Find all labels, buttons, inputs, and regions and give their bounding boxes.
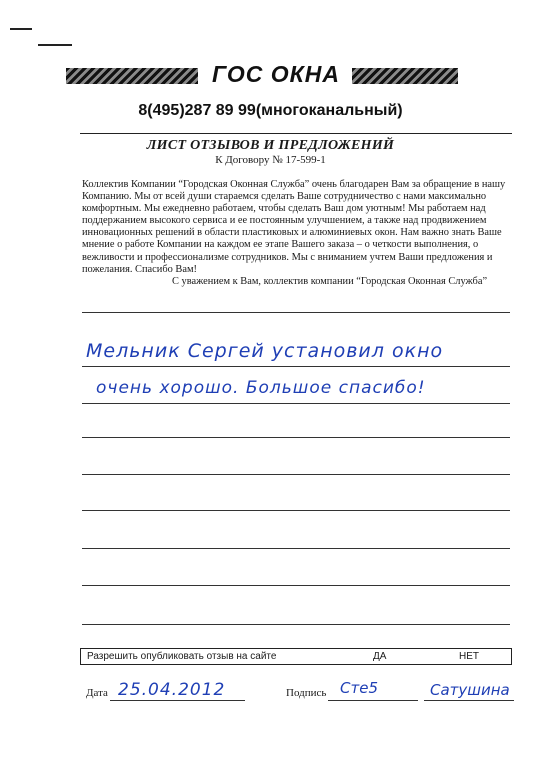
writing-line [82, 437, 510, 438]
writing-line [82, 403, 510, 404]
company-logo [66, 61, 458, 88]
scan-mark [10, 28, 32, 30]
company-phone: 8(495)287 89 99(многоканальный) [138, 102, 403, 119]
writing-line [82, 585, 510, 586]
writing-line [82, 624, 510, 625]
writing-line [82, 510, 510, 511]
publish-permission-box [80, 648, 512, 665]
document-title: ЛИСТ ОТЗЫВОВ И ПРЕДЛОЖЕНИЙ [146, 138, 395, 153]
logo-text: ГОС ОКНА [212, 61, 340, 87]
date-label: Дата [86, 687, 108, 699]
logo-hatch-left [66, 68, 198, 84]
signoff: С уважением к Вам, коллектив компании “Городская Оконная Служба” [172, 275, 488, 287]
date-line [110, 700, 245, 701]
handwritten-signature-name: Сатушина [430, 681, 510, 699]
publish-yes-option[interactable]: ДА [373, 651, 387, 662]
writing-line [82, 548, 510, 549]
header-divider [80, 133, 512, 134]
document-subtitle: К Договору № 17-599-1 [215, 154, 326, 166]
signature-name-line [424, 700, 514, 701]
handwritten-feedback-line-2: очень хорошо. Большое спасибо! [96, 378, 426, 398]
handwritten-date: 25.04.2012 [118, 680, 226, 700]
handwritten-feedback-line-1: Мельник Сергей установил окно [86, 340, 444, 362]
intro-paragraph: Коллектив Компании “Городская Оконная Служба” очень благодарен Вам за обращение в нашу Компанию. Мы от всей души стараемся сделать Ваше сотрудничество с нами максимально комфортным. Мы ежедневно работаем, чтобы сделать Ваш дом уютным! Мы работаем над поддержанием высокого сервиса и ее постоянным улучшением, а также над продвижением инновационных решений в области пластиковых и алюминиевых окон. Нам важно знать Ваше мнение о работе Компании на каждом ее этапе Вашего заказа – о четкости выполнения, о вежливости и профессионализме сотрудников. Мы с вниманием учтем Ваши предложения и пожелания. Спасибо Вам! [82, 179, 506, 275]
signature-line [328, 700, 418, 701]
handwritten-signature: Сте5 [340, 679, 378, 697]
writing-line [82, 312, 510, 313]
publish-no-option[interactable]: НЕТ [459, 651, 479, 662]
writing-line [82, 366, 510, 367]
writing-line [82, 474, 510, 475]
signature-label: Подпись [286, 687, 327, 699]
intro-text [82, 179, 512, 288]
scan-mark [38, 44, 72, 46]
logo-hatch-right [352, 68, 458, 84]
publish-label: Разрешить опубликовать отзыв на сайте [87, 651, 277, 662]
